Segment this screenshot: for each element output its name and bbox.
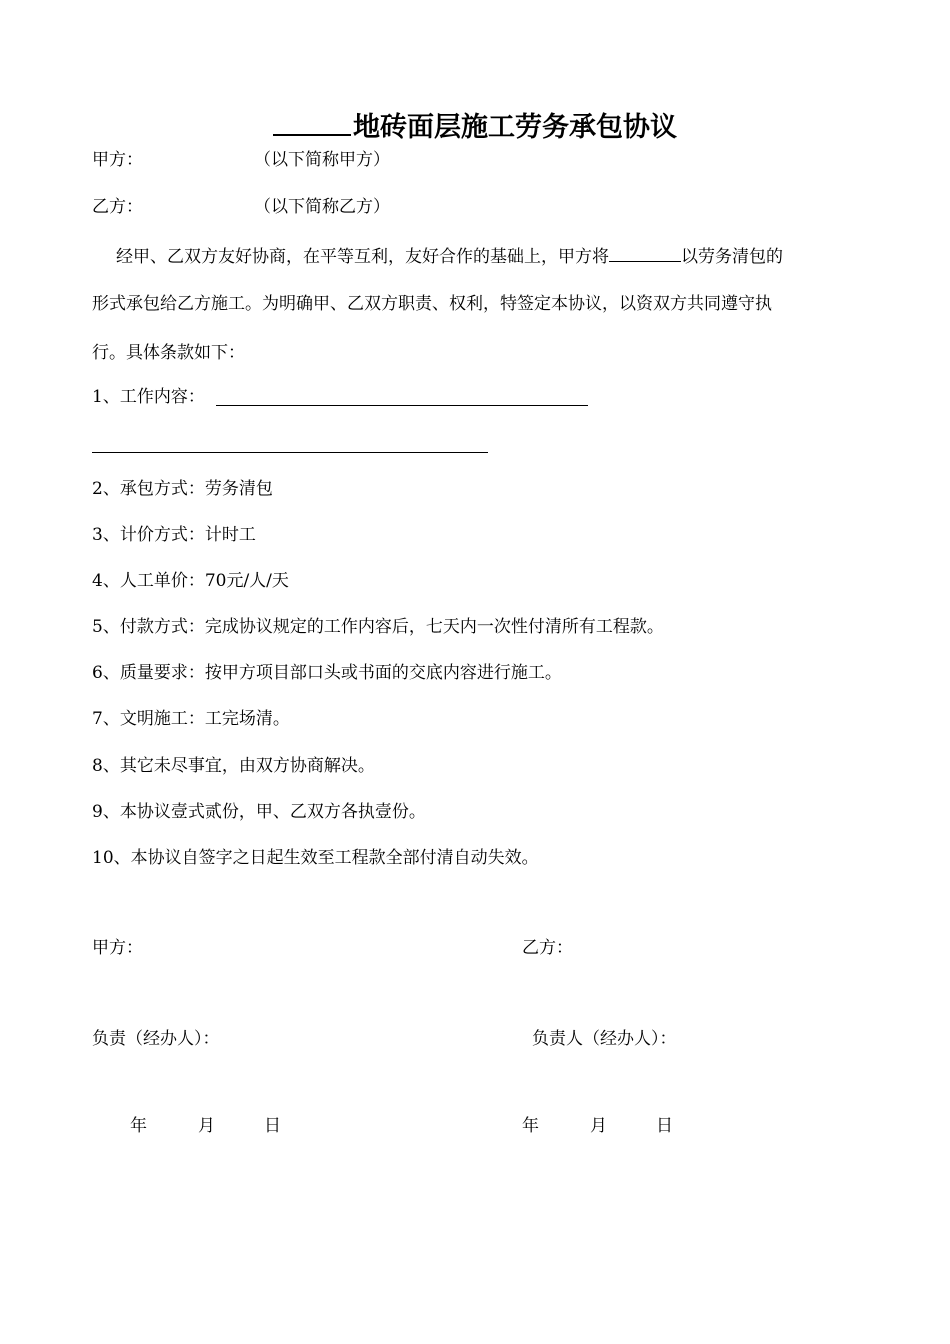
- intro-line-1-pre: 经甲、乙双方友好协商，在平等互利，友好合作的基础上，甲方将: [116, 247, 609, 267]
- document-title: [0, 110, 950, 141]
- work-content-underline-1: [216, 405, 588, 406]
- date-b-day: 日: [656, 1116, 673, 1136]
- intro-line-2: 形式承包给乙方施工。为明确甲、乙双方职责、权利，特签定本协议，以资双方共同遵守执: [92, 294, 772, 314]
- title-text: 地砖面层施工劳务承包协议: [353, 112, 677, 143]
- clause-4: 4、人工单价：70元/人/天: [92, 571, 289, 591]
- clause-1: 1、工作内容：: [92, 387, 205, 407]
- clause-7: 7、文明施工：工完场清。: [92, 709, 290, 729]
- clause-5: 5、付款方式：完成协议规定的工作内容后，七天内一次性付清所有工程款。: [92, 617, 664, 637]
- signature-a-responsible: 负责（经办人）：: [92, 1029, 220, 1049]
- clause-8: 8、其它未尽事宜，由双方协商解决。: [92, 756, 375, 776]
- work-content-underline-2: [92, 452, 488, 453]
- signature-party-b-label: 乙方：: [522, 938, 573, 958]
- date-a-day: 日: [264, 1116, 281, 1136]
- party-b-label: 乙方：: [92, 197, 143, 217]
- date-b-year: 年: [522, 1116, 539, 1136]
- party-a-note: （以下简称甲方）: [254, 150, 390, 170]
- party-a-label: 甲方：: [92, 150, 143, 170]
- date-b-month: 月: [590, 1116, 607, 1136]
- clause-9: 9、本协议壹式贰份，甲、乙双方各执壹份。: [92, 802, 426, 822]
- clause-10: 10、本协议自签字之日起生效至工程款全部付清自动失效。: [92, 848, 539, 868]
- date-a-month: 月: [198, 1116, 215, 1136]
- intro-line-3: 行。具体条款如下：: [92, 343, 245, 363]
- intro-line-1-post: 以劳务清包的: [681, 247, 783, 267]
- intro-blank-underline: [609, 245, 681, 262]
- date-a-year: 年: [130, 1116, 147, 1136]
- clause-6: 6、质量要求：按甲方项目部口头或书面的交底内容进行施工。: [92, 663, 562, 683]
- clause-3: 3、计价方式：计时工: [92, 525, 256, 545]
- signature-b-responsible: 负责人（经办人）：: [532, 1029, 677, 1049]
- signature-party-a-label: 甲方：: [92, 938, 143, 958]
- party-b-note: （以下简称乙方）: [254, 197, 390, 217]
- intro-line-1: [116, 245, 783, 266]
- clause-2: 2、承包方式：劳务清包: [92, 479, 273, 499]
- title-blank-underline: [273, 110, 351, 136]
